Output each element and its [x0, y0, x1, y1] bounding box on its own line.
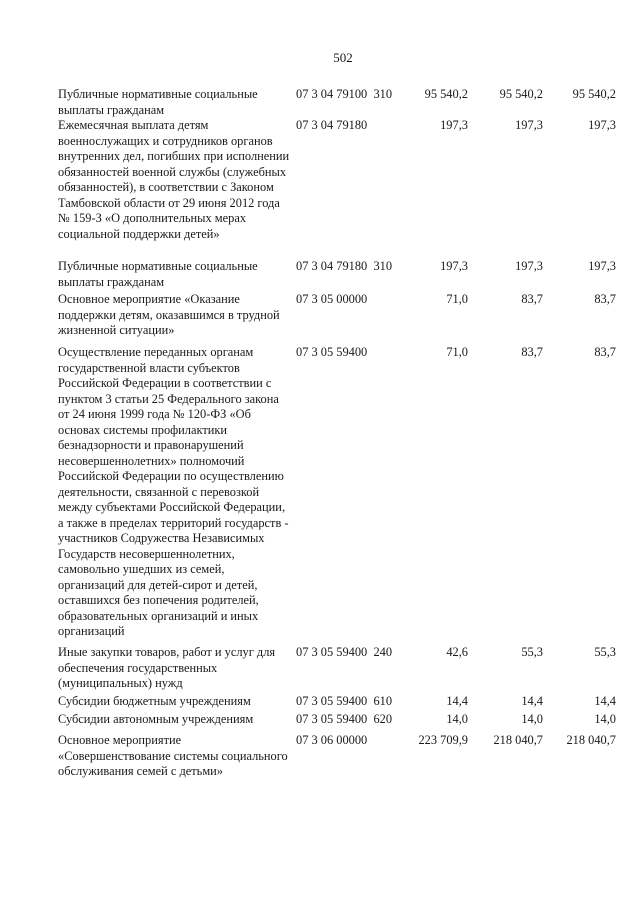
row-value-3: 218 040,7 — [566, 733, 616, 747]
table-row — [0, 733, 640, 797]
row-name: Основное мероприятие «Оказание поддержки детям, оказавшимся в трудной жизненной ситуации» — [58, 292, 280, 337]
row-name: Публичные нормативные социальные выплаты гражданам — [58, 87, 258, 117]
row-name: Основное мероприятие «Совершенствование системы социального обслуживания семей с детьми» — [58, 733, 288, 778]
row-value-3: 83,7 — [594, 292, 616, 306]
row-code: 07 3 05 00000 — [296, 292, 368, 306]
row-value-2: 83,7 — [521, 345, 543, 359]
row-value-2: 218 040,7 — [493, 733, 543, 747]
budget-table — [0, 87, 640, 797]
row-code: 07 3 06 00000 — [296, 733, 368, 747]
table-row — [0, 345, 640, 645]
row-value-2: 14,0 — [521, 712, 543, 726]
row-value-1: 95 540,2 — [424, 87, 468, 101]
row-value-2: 197,3 — [515, 118, 543, 132]
row-value-2: 197,3 — [515, 259, 543, 273]
row-code: 07 3 04 79100 310 — [296, 87, 393, 101]
table-row — [0, 292, 640, 345]
row-code: 07 3 04 79180 310 — [296, 259, 393, 273]
row-value-3: 14,4 — [594, 694, 616, 708]
row-value-3: 83,7 — [594, 345, 616, 359]
table-row — [0, 694, 640, 712]
table-row — [0, 87, 640, 118]
row-value-3: 55,3 — [594, 645, 616, 659]
row-value-1: 197,3 — [440, 118, 468, 132]
row-name: Публичные нормативные социальные выплаты гражданам — [58, 259, 258, 289]
table-row — [0, 259, 640, 292]
table-row — [0, 118, 640, 259]
row-value-1: 71,0 — [446, 345, 468, 359]
row-value-1: 197,3 — [440, 259, 468, 273]
row-value-3: 197,3 — [588, 259, 616, 273]
row-name: Осуществление переданных органам государственной власти субъектов Российской Федерации в соответствии с пунктом 3 статьи 25 Федерального закона от 24 июня 1999 года № 120-ФЗ «Об основах системы профилактики безнадзорности и правонарушений несовершеннолетних» полномочий Российской Федерации по осуществлению деятельности, связанной с перевозкой между субъектами Российской Федерации, а также в пределах территорий государств - участников Содружества Независимых Государств несовершеннолетних, самовольно ушедших из семей, организаций для детей-сирот и детей, оставшихся без попечения родителей, образовательных организаций и иных организаций — [58, 345, 289, 638]
row-code: 07 3 05 59400 240 — [296, 645, 393, 659]
row-code: 07 3 05 59400 — [296, 345, 368, 359]
table-row — [0, 712, 640, 733]
row-name: Субсидии автономным учреждениям — [58, 712, 254, 726]
row-value-2: 14,4 — [521, 694, 543, 708]
row-name: Иные закупки товаров, работ и услуг для обеспечения государственных (муниципальных) нужд — [58, 645, 276, 690]
row-value-2: 83,7 — [521, 292, 543, 306]
table-row — [0, 645, 640, 694]
row-value-1: 42,6 — [446, 645, 468, 659]
row-value-2: 95 540,2 — [499, 87, 543, 101]
row-value-1: 223 709,9 — [418, 733, 468, 747]
row-value-3: 95 540,2 — [572, 87, 616, 101]
row-code: 07 3 05 59400 610 — [296, 694, 393, 708]
row-value-3: 197,3 — [588, 118, 616, 132]
row-code: 07 3 05 59400 620 — [296, 712, 393, 726]
row-value-2: 55,3 — [521, 645, 543, 659]
row-code: 07 3 04 79180 — [296, 118, 368, 132]
row-value-1: 14,4 — [446, 694, 468, 708]
row-name: Субсидии бюджетным учреждениям — [58, 694, 251, 708]
row-value-3: 14,0 — [594, 712, 616, 726]
page-number: 502 — [333, 50, 353, 65]
row-name: Ежемесячная выплата детям военнослужащих и сотрудников органов внутренних дел, погибших при исполнении обязанностей военной службы (служебных обязанностей), в соответствии с Законом Тамбовской области от 29 июня 2012 года № 159-З «О дополнительных мерах социальной поддержки детей» — [58, 118, 290, 241]
row-value-1: 71,0 — [446, 292, 468, 306]
row-value-1: 14,0 — [446, 712, 468, 726]
